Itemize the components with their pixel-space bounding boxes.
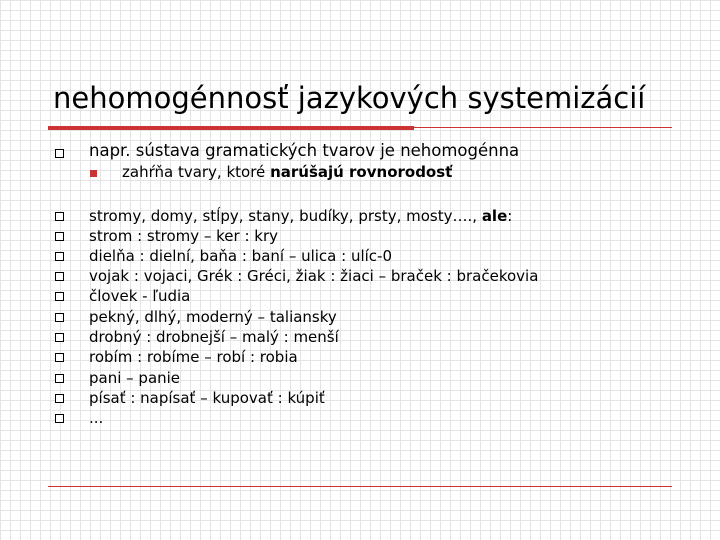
list-item: robím : robíme – robí : robia	[89, 348, 298, 366]
list-item: dielňa : dielní, baňa : baní – ulica : ulíc-0	[89, 247, 393, 265]
list-item: drobný : drobnejší – malý : menší	[89, 328, 339, 346]
bullet-square-icon	[55, 313, 64, 322]
sub-bullet-icon	[90, 170, 97, 177]
footer-divider	[48, 486, 672, 487]
list-item: ...	[89, 409, 104, 427]
bullet-square-icon	[55, 232, 64, 241]
title-divider-accent	[48, 126, 414, 130]
bullet-square-icon	[55, 414, 64, 423]
sub-text-bold: narúšajú rovnorodosť	[270, 163, 453, 181]
list-item-text: stromy, domy, stĺpy, stany, budíky, prsty, mosty….,	[89, 207, 482, 225]
bullet-square-icon	[55, 292, 64, 301]
list-item: písať : napísať – kupovať : kúpiť	[89, 389, 325, 407]
bullet-square-icon	[55, 272, 64, 281]
list-item: pekný, dlhý, moderný – taliansky	[89, 308, 337, 326]
bullet-square-icon	[55, 252, 64, 261]
bullet-square-icon	[55, 394, 64, 403]
lead-text: napr. sústava gramatických tvarov je nehomogénna	[89, 141, 520, 160]
sub-text-plain: zahŕňa tvary, ktoré	[122, 163, 271, 181]
list-item: človek - ľudia	[89, 287, 191, 305]
list-item-bold: ale	[481, 207, 508, 225]
bullet-square-icon	[55, 353, 64, 362]
list-item-tail: :	[507, 207, 513, 225]
sub-text	[122, 162, 452, 182]
list-item: pani – panie	[89, 369, 181, 387]
bullet-square-icon	[55, 149, 64, 158]
bullet-square-icon	[55, 374, 64, 383]
list-item: strom : stromy – ker : kry	[89, 227, 279, 245]
list-item	[89, 206, 512, 226]
bullet-square-icon	[55, 333, 64, 342]
bullet-square-icon	[55, 212, 64, 221]
slide-title: nehomogénnosť jazykových systemizácií	[53, 81, 646, 115]
list-item: vojak : vojaci, Grék : Gréci, žiak : žiaci – braček : bračekovia	[89, 267, 539, 285]
